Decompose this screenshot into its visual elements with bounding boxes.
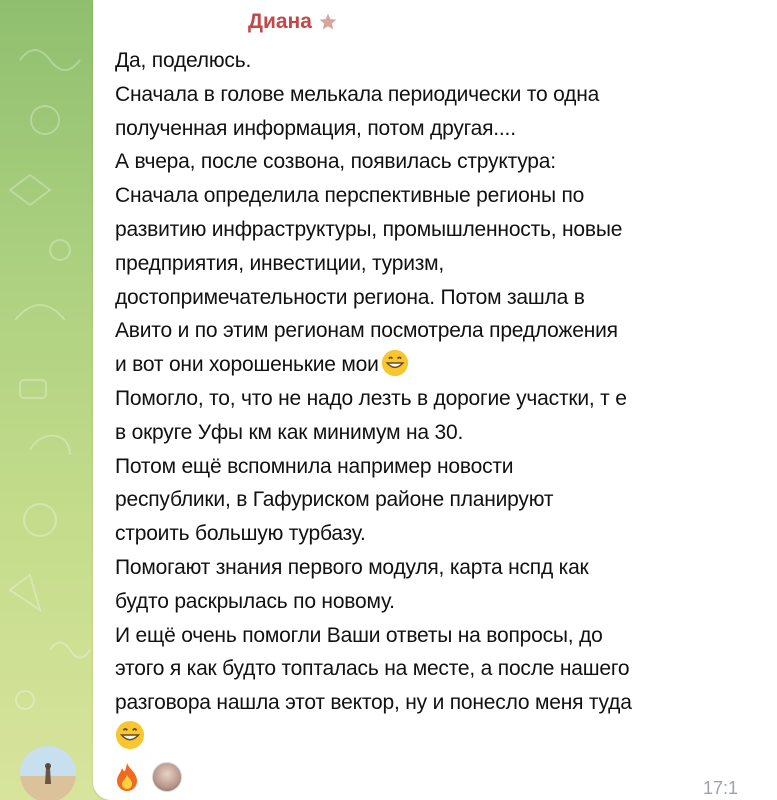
message-line: А вчера, после созвона, появилась структура:	[115, 150, 556, 174]
grinning-face-icon	[115, 720, 145, 750]
message-line: Да, поделюсь.	[115, 49, 252, 72]
message-line: достопримечательности региона. Потом зашла в	[115, 285, 585, 309]
message-time: 17:1	[703, 778, 739, 798]
message-line: республики, в Гафуриском районе планируют	[115, 488, 554, 512]
sender-header	[248, 10, 338, 34]
grinning-face-icon	[381, 349, 409, 377]
message-line: Сначала в голове мелькала периодически то одна	[115, 82, 600, 106]
message-line: будто раскрылась по новому.	[115, 589, 395, 613]
reactor-avatar[interactable]	[152, 762, 182, 792]
message-line: И ещё очень помогли Ваши ответы на вопросы, до	[115, 623, 603, 647]
message-line: разговора нашла этот вектор, ну и понесло меня туда	[115, 691, 632, 715]
reactions-row[interactable]	[110, 760, 182, 794]
message-line-with-emoji	[115, 348, 755, 382]
message-line: Потом ещё вспомнила например новости	[115, 454, 514, 478]
message-line: этого я как будто топталась на месте, а после нашего	[115, 657, 630, 681]
message-line: Авито и по этим регионам посмотрела предложения	[115, 319, 618, 343]
message-line: предприятия, инвестиции, туризм,	[115, 251, 445, 275]
star-icon	[318, 12, 338, 32]
message-line: Помогло, то, что не надо лезть в дорогие участки, т е	[115, 386, 627, 410]
message-line: полученная информация, потом другая....	[115, 116, 516, 140]
fire-icon[interactable]	[110, 760, 144, 794]
message-line: Помогают знания первого модуля, карта нспд как	[115, 555, 589, 579]
message-text	[115, 44, 755, 720]
message-line: строить большую турбазу.	[115, 522, 366, 546]
message-line: Сначала определила перспективные регионы по	[115, 184, 585, 208]
message-line: и вот они хорошенькие мои	[115, 353, 379, 377]
sender-name[interactable]: Диана	[248, 10, 312, 33]
message-line: в округе Уфы км как минимум на 30.	[115, 420, 464, 444]
sender-avatar[interactable]	[20, 746, 76, 800]
message-line: развитию инфраструктуры, промышленность, новые	[115, 217, 623, 241]
